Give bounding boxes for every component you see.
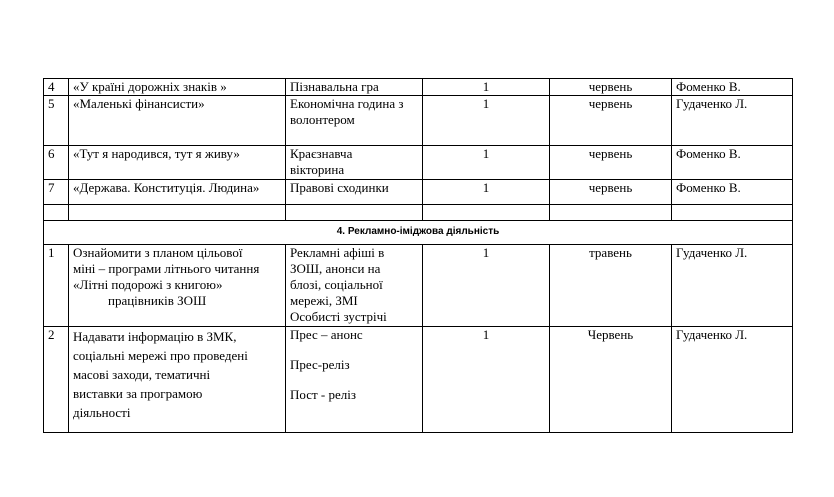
- event-month: травень: [550, 245, 672, 327]
- event-month: Червень: [550, 327, 672, 433]
- table-row: [44, 79, 793, 96]
- event-count: 1: [423, 146, 550, 180]
- activity-plan-table: [43, 78, 793, 433]
- event-month: червень: [550, 146, 672, 180]
- event-month: червень: [550, 79, 672, 96]
- section-header-row: [44, 221, 793, 245]
- event-form: Рекламні афіші в ЗОШ, анонси на блозі, соціальної мережі, ЗМІ Особисті зустрічі: [286, 245, 423, 327]
- row-number: 1: [44, 245, 69, 327]
- row-number: 5: [44, 96, 69, 146]
- event-responsible: Фоменко В.: [672, 180, 793, 205]
- event-title: «У країні дорожніх знаків »: [69, 79, 286, 96]
- table-row: [44, 146, 793, 180]
- row-number: 4: [44, 79, 69, 96]
- event-form: Краєзнавча вікторина: [286, 146, 423, 180]
- event-responsible: Гудаченко Л.: [672, 96, 793, 146]
- row-number: 7: [44, 180, 69, 205]
- event-responsible: Гудаченко Л.: [672, 245, 793, 327]
- event-month: червень: [550, 96, 672, 146]
- event-count: 1: [423, 180, 550, 205]
- event-title: «Маленькі фінансисти»: [69, 96, 286, 146]
- empty-row: [44, 205, 793, 221]
- event-title: «Держава. Конституція. Людина»: [69, 180, 286, 205]
- event-responsible: Фоменко В.: [672, 146, 793, 180]
- event-count: 1: [423, 79, 550, 96]
- event-form: Прес – анонс Прес-реліз Пост - реліз: [286, 327, 423, 433]
- event-count: 1: [423, 245, 550, 327]
- event-responsible: Фоменко В.: [672, 79, 793, 96]
- table-row: [44, 245, 793, 327]
- event-responsible: Гудаченко Л.: [672, 327, 793, 433]
- event-count: 1: [423, 327, 550, 433]
- table-row: [44, 96, 793, 146]
- event-month: червень: [550, 180, 672, 205]
- event-form: Правові сходинки: [286, 180, 423, 205]
- table-row: [44, 327, 793, 433]
- row-number: 2: [44, 327, 69, 433]
- event-title: Надавати інформацію в ЗМК, соціальні мережі про проведені масові заходи, тематичні виставки за програмою діяльності: [69, 327, 286, 433]
- event-form: Пізнавальна гра: [286, 79, 423, 96]
- row-number: 6: [44, 146, 69, 180]
- event-form: Економічна година з волонтером: [286, 96, 423, 146]
- event-title: «Тут я народився, тут я живу»: [69, 146, 286, 180]
- section-title: 4. Рекламно-іміджова діяльність: [44, 221, 793, 245]
- event-title: Ознайомити з планом цільової міні – програми літнього читання «Літні подорожі з книгою» працівників ЗОШ: [69, 245, 286, 327]
- event-count: 1: [423, 96, 550, 146]
- table-row: [44, 180, 793, 205]
